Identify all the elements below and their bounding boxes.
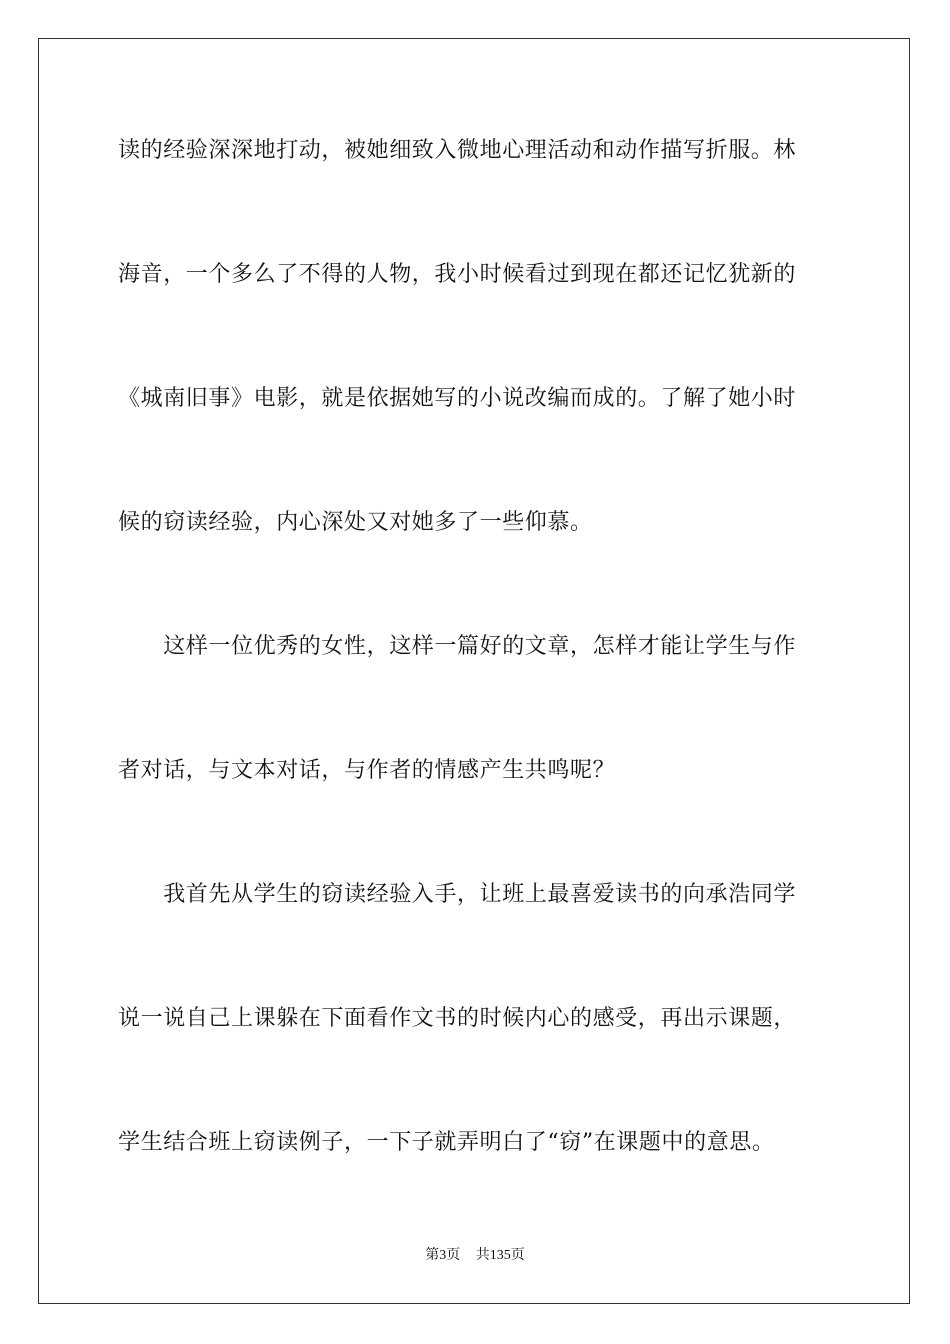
text-line: 者对话，与文本对话，与作者的情感产生共鸣呢？ — [118, 758, 616, 783]
total-pages: 共135页 — [475, 1248, 525, 1263]
text-line: 海音，一个多么了不得的人物，我小时候看过到现在都还记忆犹新的 — [118, 262, 797, 287]
page-number: 第3页 — [425, 1248, 461, 1263]
text-line: 《城南旧事》电影，就是依据她写的小说改编而成的。了解了她小时 — [118, 386, 797, 411]
text-line: 学生结合班上窃读例子，一下子就弄明白了“窃”在课题中的意思。 — [118, 1130, 775, 1155]
text-line: 读的经验深深地打动，被她细致入微地心理活动和动作描写折服。林 — [118, 138, 797, 163]
page-border — [38, 38, 910, 1304]
paragraph-first-line: 这样一位优秀的女性，这样一篇好的文章，怎样才能让学生与作 — [118, 634, 797, 659]
paragraph-first-line: 我首先从学生的窃读经验入手，让班上最喜爱读书的向承浩同学 — [118, 882, 797, 907]
text-line: 说一说自己上课躲在下面看作文书的时候内心的感受，再出示课题， — [118, 1006, 797, 1031]
page-footer — [0, 1244, 950, 1264]
text-line: 候的窃读经验，内心深处又对她多了一些仰慕。 — [118, 510, 593, 535]
